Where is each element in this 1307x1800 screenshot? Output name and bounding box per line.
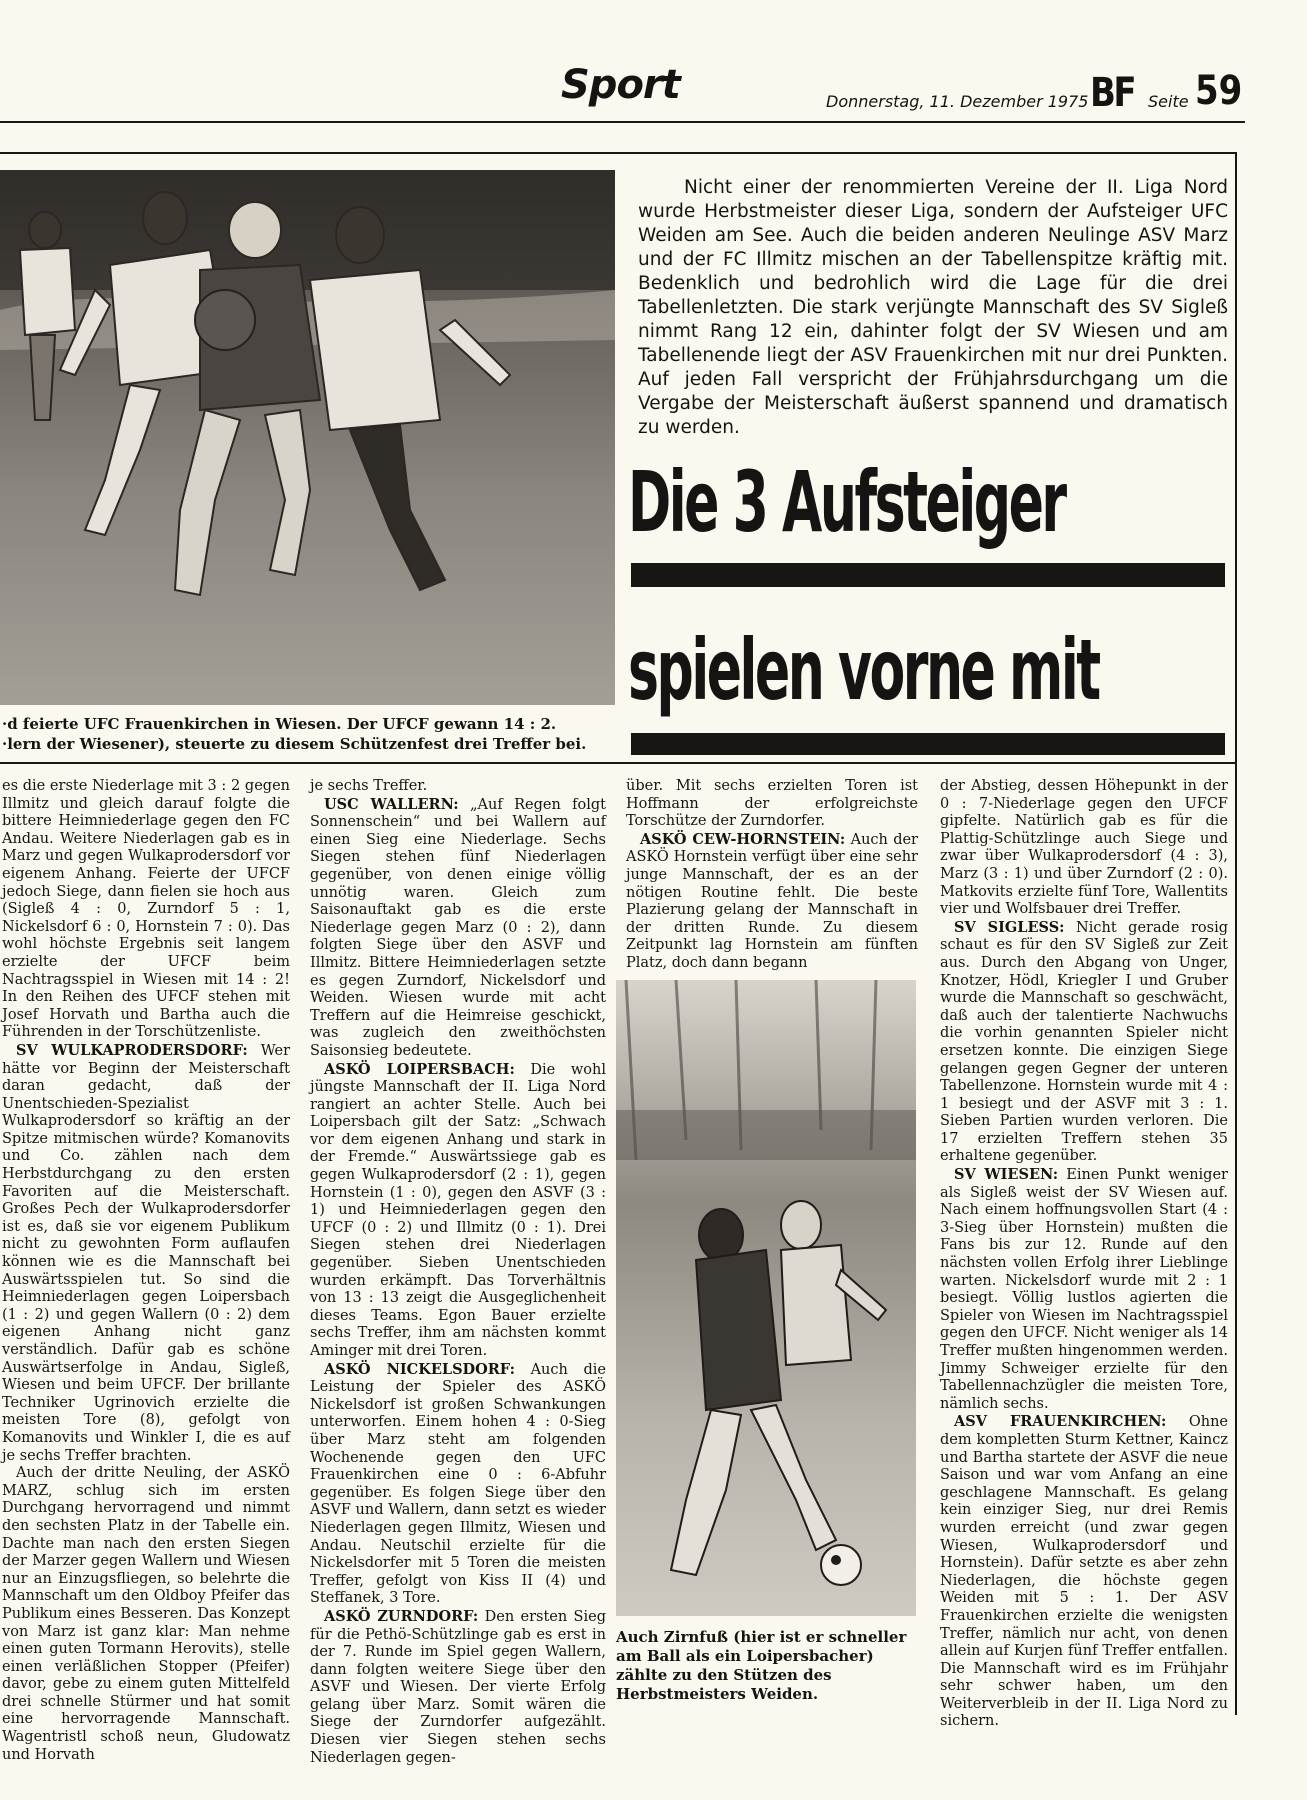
club-heading: ASV FRAUENKIRCHEN: bbox=[954, 1413, 1167, 1431]
article-frame-right bbox=[1235, 152, 1237, 1715]
match-photo-zirnfuss bbox=[616, 980, 916, 1616]
article-paragraph: über. Mit sechs erzielten Toren ist Hoffmann der erfolgreichste Torschütze der Zurndorfer. bbox=[626, 778, 918, 830]
intro-paragraph: Nicht einer der renommierten Vereine der II. Liga Nord wurde Herbstmeister dieser Liga, sondern der Aufsteiger UFC Weiden am See. Auch die beiden anderen Neulinge ASV Marz und der FC Illmitz mischen an der Tabellenspitze kräftig mit. Bedenklich und bedrohlich wird die Lage für die drei Tabellenletzten. Die stark verjüngte Mannschaft des SV Sigleß nimmt Rang 12 ein, dahinter folgt der SV Wiesen und am Tabellenende liegt der ASV Frauenkirchen mit nur drei Punkten. Auf jeden Fall verspricht der Frühjahrsdurchgang um die Vergabe der Meisterschaft äußerst spannend und dramatisch zu werden. bbox=[638, 177, 1228, 438]
photo-caption-top bbox=[2, 714, 614, 754]
article-paragraph: ASKÖ CEW-HORNSTEIN: Auch der ASKÖ Hornstein verfügt über eine sehr junge Mannschaft, der es an der nötigen Routine fehlt. Die beste Plazierung gelang der Mannschaft in der dritten Runde. Zu diesem Zeitpunkt lag Hornstein am fünften Platz, doch dann begann bbox=[626, 830, 918, 971]
article-frame-top bbox=[0, 152, 1237, 154]
caption-line: ·d feierte UFC Frauenkirchen in Wiesen. Der UFCF gewann 14 : 2. bbox=[2, 715, 557, 733]
club-heading: ASKÖ LOIPERSBACH: bbox=[324, 1060, 515, 1078]
issue-date: Donnerstag, 11. Dezember 1975 bbox=[826, 92, 1089, 111]
header-rule bbox=[0, 121, 1245, 123]
article-column-2 bbox=[310, 778, 606, 1767]
club-heading: ASKÖ ZURNDORF: bbox=[324, 1607, 479, 1625]
photo-caption-bottom: Auch Zirnfuß (hier ist er schneller am Ball als ein Loipersbacher) zählte zu den Stützen des Herbstmeisters Weiden. bbox=[616, 1628, 907, 1703]
paper-logo: BF bbox=[1090, 70, 1135, 116]
article-paragraph: es die erste Niederlage mit 3 : 2 gegen Illmitz und gleich darauf folgte die bittere Heimniederlage gegen den FC Andau. Weitere Niederlagen gab es in Marz und gegen Wulkaprodersdorf vor eigenem Anhang. Feierte der UFCF jedoch Siege, dann fielen sie hoch aus (Sigleß 4 : 0, Zurndorf 5 : 1, Nickelsdorf 6 : 0, Hornstein 7 : 0). Das wohl höchste Ergebnis seit langem erzielte der UFCF beim Nachtragsspiel in Wiesen mit 14 : 2! In den Reihen des UFCF stehen mit Josef Horvath und Bartha auch die Führenden in der Torschützenliste. bbox=[2, 778, 290, 1041]
caption-line: ·lern der Wiesener), steuerte zu diesem Schützenfest drei Treffer bei. bbox=[2, 735, 587, 753]
club-heading: ASKÖ NICKELSDORF: bbox=[324, 1360, 515, 1378]
club-heading: SV SIGLESS: bbox=[954, 918, 1065, 936]
club-heading: SV WULKAPRODERSDORF: bbox=[16, 1041, 248, 1059]
article-paragraph: der Abstieg, dessen Höhepunkt in der 0 : 7-Niederlage gegen den UFCF gipfelte. Natürlich gab es für die Plattig-Schützlinge auch Siege und zwar über Wulkaprodersdorf (4 : 3), Marz (3 : 1) und über Zurndorf (2 : 0). Matkovits erzielte fünf Tore, Wallentits vier und Wolfsbauer drei Treffer. bbox=[940, 778, 1228, 918]
article-paragraph: ASKÖ ZURNDORF: Den ersten Sieg für die Pethö-Schützlinge gab es erst in der 7. Runde im Spiel gegen Wallern, dann folgten weitere Siege über den ASVF und Wiesen. Der vierte Erfolg gelang über Marz. Somit wären die Siege der Zurndorfer aufgezählt. Diesen vier Siegen stehen sechs Niederlagen gegen- bbox=[310, 1607, 606, 1766]
article-paragraph: SV WULKAPRODERSDORF: Wer hätte vor Beginn der Meisterschaft daran gedacht, daß der Unentschieden-Spezialist Wulkaprodersdorf so kräftig an der Spitze mitmischen würde? Komanovits und Co. zählen nach dem Herbstdurchgang zu den ersten Favoriten auf die Meisterschaft. Großes Pech der Wulkaprodersdorfer ist es, daß sie vor eigenem Publikum nicht zu gewohnten Form auflaufen können wie es die Mannschaft bei Auswärtsspielen tut. So sind die Heimniederlagen gegen Loipersbach (1 : 2) und gegen Wallern (0 : 2) dem eigenen Anhang nicht ganz verständlich. Dafür gab es schöne Auswärtserfolge in Andau, Sigleß, Wiesen und beim UFCF. Der brillante Techniker Ugrinovich erzielte die meisten Tore (8), gefolgt von Komanovits und Winkler I, die es auf je sechs Treffer brachten. bbox=[2, 1041, 290, 1464]
page-header bbox=[0, 60, 1245, 126]
article-paragraph: ASKÖ LOIPERSBACH: Die wohl jüngste Mannschaft der II. Liga Nord rangiert an achter Stelle. Auch bei Loipersbach gilt der Satz: „Schwach vor dem eigenen Anhang und stark in der Fremde.“ Auswärtssiege gab es gegen Wulkaprodersdorf (2 : 1), gegen Hornstein (1 : 0), gegen den ASVF (3 : 1) und Heimniederlagen gegen den UFCF (0 : 2) und Illmitz (0 : 1). Drei Siegen stehen drei Niederlagen gegenüber. Sieben Unentschieden wurden erkämpft. Das Torverhältnis von 13 : 13 zeigt die Ausgeglichenheit dieses Teams. Egon Bauer erzielte sechs Treffer, ihm am nächsten kommt Aminger mit drei Toren. bbox=[310, 1060, 606, 1359]
match-photo-players bbox=[0, 170, 615, 705]
page-label: Seite bbox=[1148, 92, 1189, 111]
headline-bar bbox=[631, 733, 1225, 755]
headline-line-1: Die 3 Aufsteiger bbox=[628, 453, 1065, 551]
club-heading: ASKÖ CEW-HORNSTEIN: bbox=[640, 830, 846, 848]
section-divider bbox=[0, 762, 1237, 764]
article-column-1 bbox=[2, 778, 290, 1764]
article-intro bbox=[638, 176, 1228, 440]
article-paragraph: ASV FRAUENKIRCHEN: Ohne dem kompletten Sturm Kettner, Kaincz und Bartha startete der ASVF die neue Saison und war vom Anfang an eine geschlagene Mannschaft. Es gelang kein einziger Sieg, nur drei Remis wurden erreicht (und zwar gegen Wiesen, Wulkaprodersdorf und Hornstein). Dafür setzte es aber zehn Niederlagen, die höchste gegen Weiden mit 5 : 1. Der ASV Frauenkirchen erzielte die wenigsten Treffer, nämlich nur acht, von denen allein auf Kurjen fünf Treffer entfallen. Die Mannschaft wird es im Frühjahr sehr schwer haben, um den Weiterverbleib in der II. Liga Nord zu sichern. bbox=[940, 1413, 1228, 1730]
article-column-4 bbox=[940, 778, 1228, 1731]
article-column-3 bbox=[626, 778, 918, 973]
section-title: Sport bbox=[561, 62, 680, 108]
article-paragraph: ASKÖ NICKELSDORF: Auch die Leistung der Spieler des ASKÖ Nickelsdorf ist großen Schwankungen unterworfen. Einem hohen 4 : 0-Sieg über Marz steht am folgenden Wochenende gegen den UFC Frauenkirchen eine 0 : 6-Abfuhr gegenüber. Es folgen Siege über den ASVF und Wallern, dann setzt es wieder Niederlagen gegen Illmitz, Wiesen und Andau. Neutschil erzielte für die Nickelsdorfer mit 5 Toren die meisten Treffer, gefolgt von Kiss II (4) und Steffanek, 3 Tore. bbox=[310, 1360, 606, 1607]
headline-line-2: spielen vorne mit bbox=[628, 621, 1099, 719]
headline-bar bbox=[631, 563, 1225, 587]
article-paragraph: Auch der dritte Neuling, der ASKÖ MARZ, schlug sich im ersten Durchgang hervorragend und nimmt den sechsten Platz in der Tabelle ein. Dachte man nach den ersten Siegen der Marzer gegen Wallern und Wiesen nur an Einzugsfliegen, so belehrte die Mannschaft um den Oldboy Pfeifer das Publikum eines Besseren. Das Konzept von Marz ist ganz klar: Man nehme einen guten Tormann Herovits), stelle einen verläßlichen Stopper (Pfeifer) davor, gebe zu einem guten Mittelfeld drei schnelle Stürmer und hat somit eine hervorragende Mannschaft. Wagentristl schoß neun, Gludowatz und Horvath bbox=[2, 1465, 290, 1763]
page-number: 59 bbox=[1195, 68, 1243, 114]
club-heading: SV WIESEN: bbox=[954, 1166, 1059, 1184]
article-paragraph: SV WIESEN: Einen Punkt weniger als Sigleß weist der SV Wiesen auf. Nach einem hoffnungsvollen Start (4 : 3-Sieg über Hornstein) mußten die Fans bis zur 12. Runde auf den nächsten vollen Erfolg ihrer Lieblinge warten. Nickelsdorf wurde mit 2 : 1 besiegt. Völlig lustlos agierten die Spieler von Wiesen im Nachtragsspiel gegen den UFCF. Nicht weniger als 14 Treffer mußten hingenommen werden. Jimmy Schweiger erzielte für den Tabellennachzügler die meisten Tore, nämlich sechs. bbox=[940, 1166, 1228, 1412]
article-paragraph: USC WALLERN: „Auf Regen folgt Sonnenschein“ und bei Wallern auf einen Sieg eine Niederlage. Sechs Siegen stehen fünf Niederlagen gegenüber, von denen einige völlig unnötig waren. Gleich zum Saisonauftakt gab es die erste Niederlage gegen Marz (0 : 2), dann folgten Siege über den ASVF und Illmitz. Bittere Heimniederlagen setzte es gegen Zurndorf, Nickelsdorf und Weiden. Wiesen wurde mit acht Treffern auf die Heimreise geschickt, was zugleich den zweithöchsten Saisonsieg bedeutete. bbox=[310, 795, 606, 1059]
article-paragraph: SV SIGLESS: Nicht gerade rosig schaut es für den SV Sigleß zur Zeit aus. Durch den Abgang von Unger, Knotzer, Hödl, Kriegler I und Gruber wurde die Mannschaft so geschwächt, daß auch der talentierte Nachwuchs die vorhin genannten Spieler nicht ersetzen konnte. Die einzigen Siege gelangen gegen Gegner der unteren Tabellenzone. Hornstein wurde mit 4 : 1 besiegt und der ASVF mit 3 : 1. Sieben Partien wurden verloren. Die 17 erzielten Treffern stehen 35 erhaltene gegenüber. bbox=[940, 918, 1228, 1165]
club-heading: USC WALLERN: bbox=[324, 795, 459, 813]
article-paragraph: je sechs Treffer. bbox=[310, 778, 428, 794]
